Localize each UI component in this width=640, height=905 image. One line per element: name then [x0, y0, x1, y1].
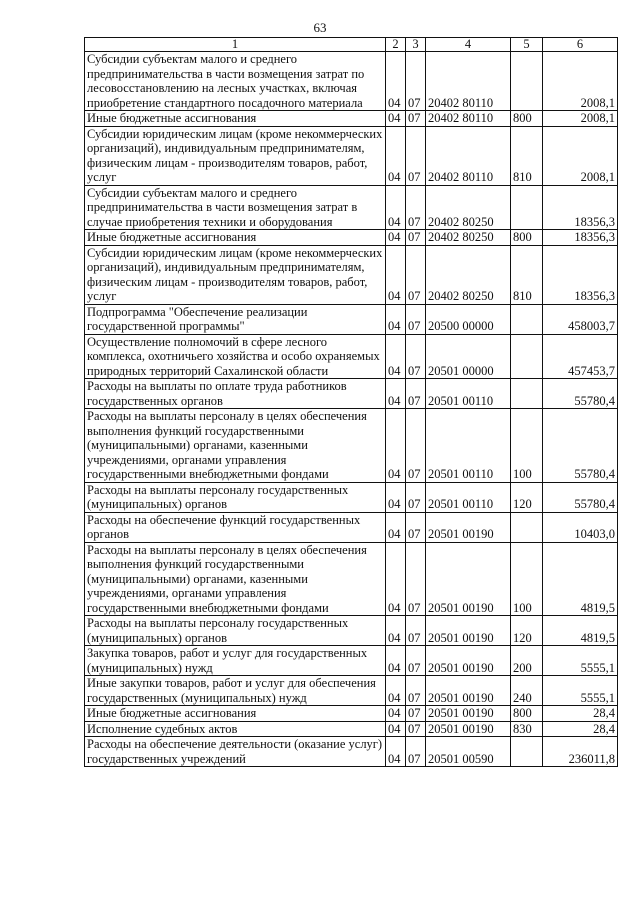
- row-subsection: 07: [406, 230, 426, 246]
- table-row: [85, 737, 618, 767]
- table-row: [85, 185, 618, 230]
- row-expense-type: [511, 185, 543, 230]
- table-body: [85, 52, 618, 767]
- table-row: [85, 409, 618, 483]
- table-row: [85, 512, 618, 542]
- row-amount: 18356,3: [543, 230, 618, 246]
- row-amount: 458003,7: [543, 304, 618, 334]
- row-expense-type: [511, 512, 543, 542]
- row-target-article: 20501 00190: [426, 512, 511, 542]
- row-section: 04: [386, 616, 406, 646]
- row-amount: 18356,3: [543, 245, 618, 304]
- row-subsection: 07: [406, 616, 426, 646]
- row-name: Субсидии субъектам малого и среднего предпринимательства в части возмещения затрат по лесовосстановлению на лесных участках, включая приобретение стандартного посадочного материала: [85, 52, 386, 111]
- table-row: [85, 111, 618, 127]
- table-row: [85, 334, 618, 379]
- row-expense-type: [511, 304, 543, 334]
- row-name: Иные бюджетные ассигнования: [85, 111, 386, 127]
- row-section: 04: [386, 379, 406, 409]
- row-section: 04: [386, 334, 406, 379]
- row-name: Расходы на выплаты персоналу государственных (муниципальных) органов: [85, 482, 386, 512]
- row-name: Расходы на выплаты персоналу в целях обеспечения выполнения функций государственными (муниципальными) органами, казенными учреждениями, органами управления государственными внебюджетными фондами: [85, 542, 386, 616]
- row-section: 04: [386, 646, 406, 676]
- row-name: Субсидии юридическим лицам (кроме некоммерческих организаций), индивидуальным предпринимателям, физическим лицам - производителям товаров, работ, услуг: [85, 126, 386, 185]
- row-target-article: 20501 00190: [426, 646, 511, 676]
- row-subsection: 07: [406, 542, 426, 616]
- row-section: 04: [386, 126, 406, 185]
- row-subsection: 07: [406, 409, 426, 483]
- row-target-article: 20501 00190: [426, 676, 511, 706]
- row-expense-type: 120: [511, 482, 543, 512]
- row-amount: 55780,4: [543, 482, 618, 512]
- column-header: 2: [386, 38, 406, 52]
- row-target-article: 20402 80250: [426, 185, 511, 230]
- row-name: Расходы на выплаты персоналу государственных (муниципальных) органов: [85, 616, 386, 646]
- row-target-article: 20501 00190: [426, 721, 511, 737]
- row-section: 04: [386, 721, 406, 737]
- table-row: [85, 676, 618, 706]
- row-expense-type: 800: [511, 230, 543, 246]
- row-target-article: 20402 80110: [426, 111, 511, 127]
- row-expense-type: [511, 737, 543, 767]
- row-subsection: 07: [406, 185, 426, 230]
- row-amount: 2008,1: [543, 52, 618, 111]
- row-name: Расходы на обеспечение функций государственных органов: [85, 512, 386, 542]
- row-name: Закупка товаров, работ и услуг для государственных (муниципальных) нужд: [85, 646, 386, 676]
- row-section: 04: [386, 737, 406, 767]
- row-expense-type: 100: [511, 409, 543, 483]
- row-section: 04: [386, 512, 406, 542]
- row-expense-type: 100: [511, 542, 543, 616]
- column-header: 4: [426, 38, 511, 52]
- table-row: [85, 616, 618, 646]
- row-expense-type: 830: [511, 721, 543, 737]
- row-target-article: 20402 80250: [426, 245, 511, 304]
- row-subsection: 07: [406, 304, 426, 334]
- row-section: 04: [386, 676, 406, 706]
- row-section: 04: [386, 304, 406, 334]
- table-row: [85, 706, 618, 722]
- row-name: Расходы на обеспечение деятельности (оказание услуг) государственных учреждений: [85, 737, 386, 767]
- row-subsection: 07: [406, 737, 426, 767]
- row-amount: 4819,5: [543, 542, 618, 616]
- row-name: Иные бюджетные ассигнования: [85, 230, 386, 246]
- row-amount: 5555,1: [543, 646, 618, 676]
- table-row: [85, 542, 618, 616]
- row-amount: 55780,4: [543, 409, 618, 483]
- row-target-article: 20501 00590: [426, 737, 511, 767]
- row-name: Субсидии субъектам малого и среднего предпринимательства в части возмещения затрат в случае приобретения техники и оборудования: [85, 185, 386, 230]
- row-expense-type: [511, 52, 543, 111]
- table-row: [85, 52, 618, 111]
- row-name: Расходы на выплаты персоналу в целях обеспечения выполнения функций государственными (муниципальными) органами, казенными учреждениями, органами управления государственными внебюджетными фондами: [85, 409, 386, 483]
- row-section: 04: [386, 230, 406, 246]
- column-header: 6: [543, 38, 618, 52]
- row-subsection: 07: [406, 676, 426, 706]
- row-subsection: 07: [406, 111, 426, 127]
- row-expense-type: 800: [511, 111, 543, 127]
- row-name: Исполнение судебных актов: [85, 721, 386, 737]
- row-section: 04: [386, 111, 406, 127]
- row-subsection: 07: [406, 334, 426, 379]
- row-target-article: 20501 00110: [426, 482, 511, 512]
- row-subsection: 07: [406, 512, 426, 542]
- row-amount: 28,4: [543, 706, 618, 722]
- table-row: [85, 482, 618, 512]
- row-expense-type: 810: [511, 126, 543, 185]
- row-target-article: 20501 00000: [426, 334, 511, 379]
- row-subsection: 07: [406, 646, 426, 676]
- row-expense-type: [511, 379, 543, 409]
- table-row: [85, 230, 618, 246]
- row-expense-type: 800: [511, 706, 543, 722]
- row-expense-type: 240: [511, 676, 543, 706]
- table-row: [85, 379, 618, 409]
- row-amount: 236011,8: [543, 737, 618, 767]
- row-target-article: 20501 00110: [426, 409, 511, 483]
- row-name: Иные бюджетные ассигнования: [85, 706, 386, 722]
- table-row: [85, 304, 618, 334]
- row-amount: 2008,1: [543, 111, 618, 127]
- table-row: [85, 126, 618, 185]
- row-name: Осуществление полномочий в сфере лесного комплекса, охотничьего хозяйства и особо охраняемых природных территорий Сахалинской области: [85, 334, 386, 379]
- page-number: 63: [313, 20, 327, 35]
- row-section: 04: [386, 409, 406, 483]
- row-target-article: 20501 00110: [426, 379, 511, 409]
- row-expense-type: [511, 334, 543, 379]
- row-amount: 10403,0: [543, 512, 618, 542]
- row-target-article: 20402 80250: [426, 230, 511, 246]
- row-target-article: 20501 00190: [426, 542, 511, 616]
- row-section: 04: [386, 185, 406, 230]
- row-subsection: 07: [406, 126, 426, 185]
- row-subsection: 07: [406, 52, 426, 111]
- row-target-article: 20500 00000: [426, 304, 511, 334]
- row-expense-type: 810: [511, 245, 543, 304]
- row-subsection: 07: [406, 721, 426, 737]
- row-section: 04: [386, 706, 406, 722]
- header-row: [85, 38, 618, 52]
- row-amount: 18356,3: [543, 185, 618, 230]
- table-row: [85, 721, 618, 737]
- row-name: Субсидии юридическим лицам (кроме некоммерческих организаций), индивидуальным предпринимателям, физическим лицам - производителям товаров, работ, услуг: [85, 245, 386, 304]
- row-amount: 55780,4: [543, 379, 618, 409]
- row-target-article: 20402 80110: [426, 126, 511, 185]
- row-section: 04: [386, 542, 406, 616]
- row-subsection: 07: [406, 482, 426, 512]
- row-name: Расходы на выплаты по оплате труда работников государственных органов: [85, 379, 386, 409]
- table-row: [85, 245, 618, 304]
- column-header: 1: [85, 38, 386, 52]
- row-subsection: 07: [406, 706, 426, 722]
- row-name: Подпрограмма "Обеспечение реализации государственной программы": [85, 304, 386, 334]
- row-expense-type: 120: [511, 616, 543, 646]
- row-amount: 457453,7: [543, 334, 618, 379]
- row-section: 04: [386, 52, 406, 111]
- row-target-article: 20501 00190: [426, 616, 511, 646]
- row-section: 04: [386, 482, 406, 512]
- row-amount: 5555,1: [543, 676, 618, 706]
- column-header: 3: [406, 38, 426, 52]
- row-target-article: 20402 80110: [426, 52, 511, 111]
- budget-table: [84, 37, 618, 767]
- row-amount: 2008,1: [543, 126, 618, 185]
- row-subsection: 07: [406, 245, 426, 304]
- row-target-article: 20501 00190: [426, 706, 511, 722]
- row-amount: 4819,5: [543, 616, 618, 646]
- row-name: Иные закупки товаров, работ и услуг для обеспечения государственных (муниципальных) нужд: [85, 676, 386, 706]
- row-section: 04: [386, 245, 406, 304]
- row-amount: 28,4: [543, 721, 618, 737]
- column-header: 5: [511, 38, 543, 52]
- row-subsection: 07: [406, 379, 426, 409]
- row-expense-type: 200: [511, 646, 543, 676]
- table-row: [85, 646, 618, 676]
